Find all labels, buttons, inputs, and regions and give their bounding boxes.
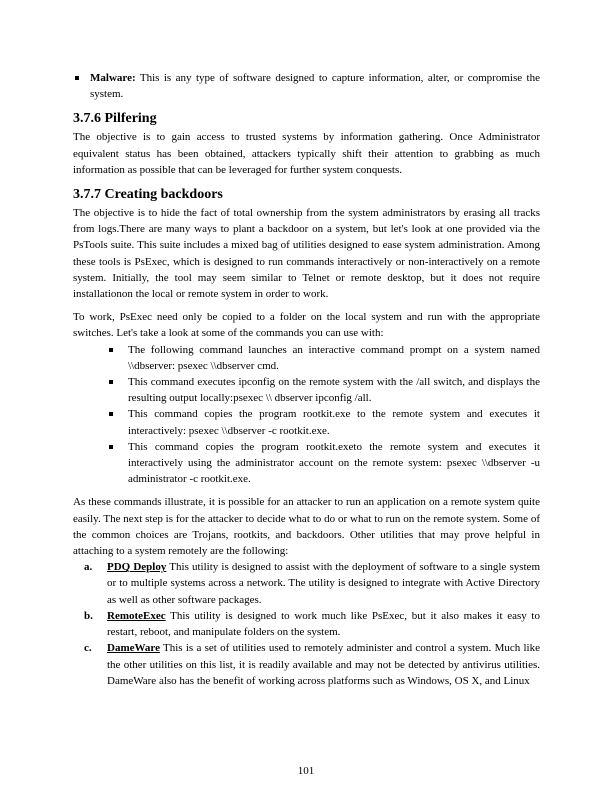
list-item: The following command launches an interactive command prompt on a system named \\dbserver: psexec \\dbserver cmd. [128,342,540,374]
list-item [84,559,540,608]
list-marker: b. [84,609,93,622]
list-item: This command copies the program rootkit.exe to the remote system and executes it interactively: psexec \\dbserver -c rootkit.exe. [128,406,540,438]
utility-name: DameWare [107,642,160,655]
page-content [73,70,540,689]
section-heading-pilfering: 3.7.6 Pilfering [73,111,157,127]
list-marker: c. [84,642,92,655]
paragraph-pilfering: The objective is to gain access to trusted systems by information gathering. Once Administrator equivalent status has been obtained, attackers typically shift their attention to grabbing as much information as possible that can be leveraged for further system conquests. [73,131,540,176]
bullet-text: This is any type of software designed to capture information, alter, or compromise the system. [90,72,540,101]
page-number: 101 [297,765,315,777]
utility-name: PDQ Deploy [107,561,167,574]
paragraph-backdoors-3: As these commands illustrate, it is possible for an attacker to run an application on a remote system quite easily. The next step is for the attacker to decide what to do or what to run on the remote system. Some of the common choices are Trojans, rootkits, and backdoors. Other utilities that may prove helpful in attaching to a system remotely are the following: [73,496,540,558]
utility-name: RemoteExec [107,609,166,622]
list-item [84,608,540,640]
paragraph-backdoors-1: The objective is to hide the fact of total ownership from the system administrators by erasing all tracks from logs.There are many ways to plant a backdoor on a system, but let's look at one provided via the PsTools suite. This suite includes a mixed bag of utilities designed to ease system administration. Among these tools is PsExec, which is designed to run commands interactively or non-interactively on a remote system. Initially, the tool may seem similar to Telnet or remote desktop, but it does not require installationon the local or remote system in order to work. [73,207,540,301]
paragraph-backdoors-2: To work, PsExec need only be copied to a folder on the local system and run with the appropriate switches. Let's take a look at some of the commands you can use with: [73,311,540,340]
utility-text: This is a set of utilities used to remotely administer and control a system. Much like the other utilities on this list, it is readily available and may not be detected by antivirus utilities. DameWare also has the benefit of working across platforms such as Windows, OS X, and Linux [107,642,540,687]
list-item: This command copies the program rootkit.exeto the remote system and executes it interactively using the administrator account on the remote system: psexec \\dbserver -u administrator -c rootkit.exe. [128,439,540,488]
term-malware: Malware: [90,72,136,84]
list-item [84,640,540,689]
list-item: This command executes ipconfig on the remote system with the /all switch, and displays the resulting output locally:psexec \\ dbserver ipconfig /all. [128,374,540,406]
intro-bullet-list [73,70,540,102]
command-list [73,342,540,488]
section-heading-backdoors: 3.7.7 Creating backdoors [73,187,223,203]
list-marker: a. [84,561,93,574]
list-item [90,70,540,102]
utility-text: This utility is designed to work much like PsExec, but it also makes it easy to restart, reboot, and manipulate folders on the system. [107,609,540,639]
utility-text: This utility is designed to assist with the deployment of software to a single system or to multiple systems across a network. The utility is designed to integrate with Active Directory as well as other software packages. [107,561,540,606]
utility-list [73,559,540,689]
